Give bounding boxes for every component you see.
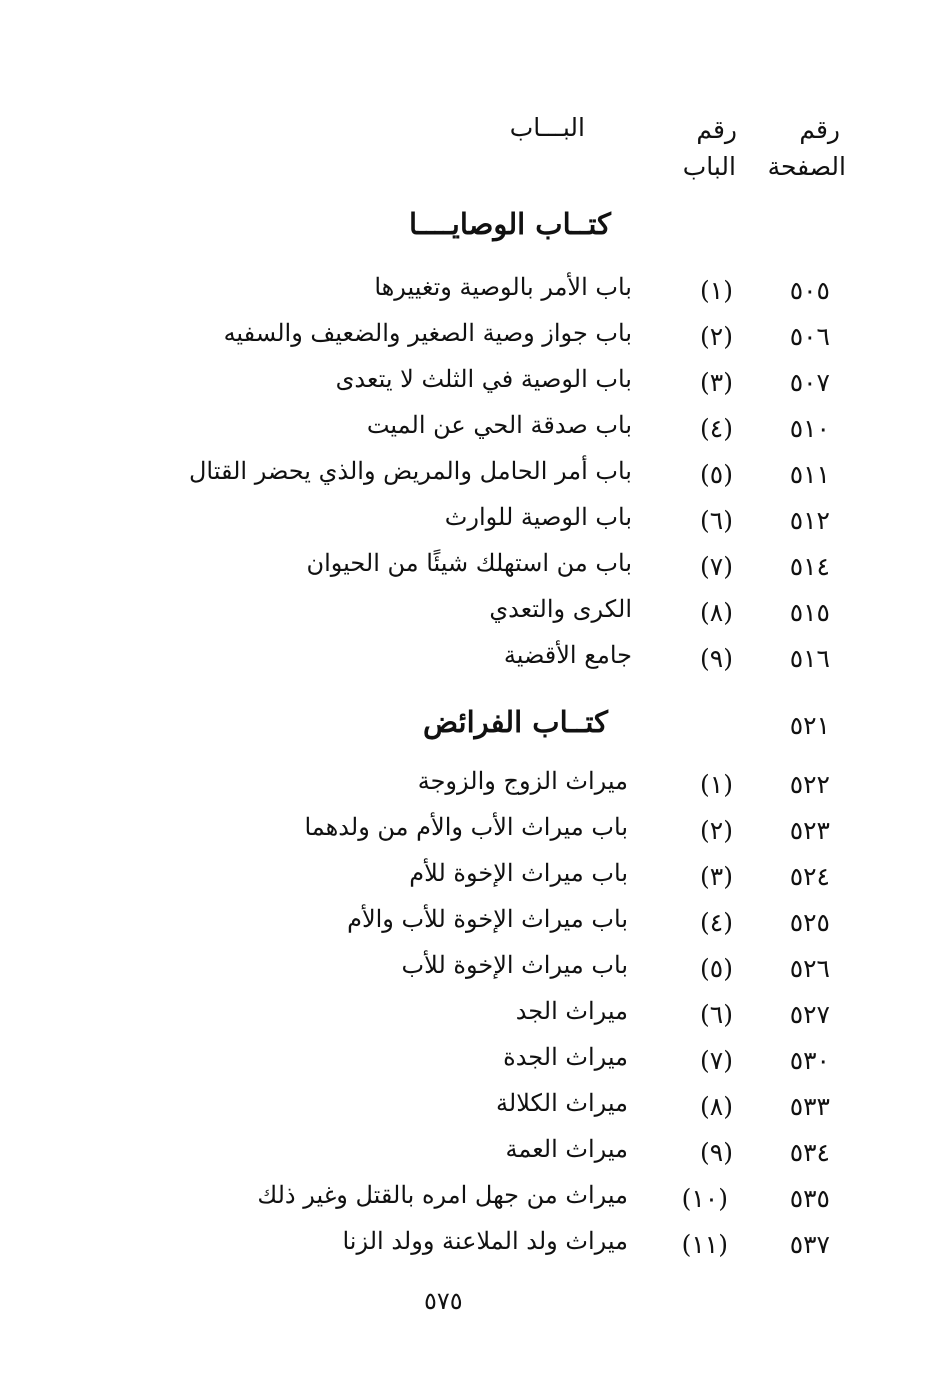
row-chapter-number: (٧) (700, 552, 733, 581)
row-title: باب من استهلك شيئًا من الحيوان (306, 549, 632, 577)
row-title: الكرى والتعدي (489, 595, 632, 623)
row-title: ميراث الجد (515, 997, 628, 1025)
row-title: باب ميراث الأب والأم من ولدهما (304, 813, 628, 841)
row-title: ميراث الكلالة (496, 1089, 628, 1117)
row-page-number: ٥٠٦ (789, 322, 830, 351)
row-chapter-number: (٤) (700, 908, 733, 937)
row-title: جامع الأقضية (503, 641, 632, 669)
row-chapter-number: (٩) (700, 1138, 733, 1167)
row-chapter-number: (١) (700, 770, 733, 799)
row-chapter-number: (٤) (700, 414, 733, 443)
row-page-number: ٥٢٧ (789, 1000, 830, 1029)
row-chapter-number: (٢) (700, 816, 733, 845)
row-page-number: ٥١٦ (789, 644, 830, 673)
row-chapter-number: (٥) (700, 460, 733, 489)
title-column-header: البـــاب (509, 113, 585, 142)
row-title: باب الوصية للوارث (444, 503, 632, 531)
row-chapter-number: (٥) (700, 954, 733, 983)
row-title: باب ميراث الإخوة للأب (401, 951, 628, 979)
row-chapter-number: (٩) (700, 644, 733, 673)
row-page-number: ٥٣٠ (789, 1046, 830, 1075)
row-chapter-number: (٣) (700, 862, 733, 891)
row-page-number: ٥٣٧ (789, 1230, 830, 1259)
row-chapter-number: (٣) (700, 368, 733, 397)
row-page-number: ٥١٤ (789, 552, 830, 581)
row-chapter-number: (٦) (700, 506, 733, 535)
section-title-inheritance: كتــاب الفرائض (422, 705, 608, 739)
row-page-number: ٥١٠ (789, 414, 830, 443)
row-title: ميراث الجدة (503, 1043, 628, 1071)
row-page-number: ٥٢٤ (789, 862, 830, 891)
page-column-header-line1: رقم (799, 115, 840, 144)
row-page-number: ٥٢٢ (789, 770, 830, 799)
section-title-wills: كتــاب الوصايــــا (408, 207, 611, 241)
row-chapter-number: (١٠) (681, 1184, 728, 1213)
section-page-number: ٥٢١ (789, 711, 830, 740)
page-number-footer: ٥٧٥ (424, 1287, 463, 1315)
row-page-number: ٥١١ (789, 460, 830, 489)
row-page-number: ٥٠٧ (789, 368, 830, 397)
row-title: ميراث ولد الملاعنة وولد الزنا (342, 1227, 628, 1255)
row-page-number: ٥٣٤ (789, 1138, 830, 1167)
row-title: باب الوصية في الثلث لا يتعدى (335, 365, 632, 393)
row-title: باب ميراث الإخوة للأم (409, 859, 628, 887)
chapter-column-header-line1: رقم (696, 115, 737, 144)
page-column-header-line2: الصفحة (767, 152, 846, 181)
row-title: باب ميراث الإخوة للأب والأم (347, 905, 628, 933)
row-title: باب صدقة الحي عن الميت (366, 411, 632, 439)
row-page-number: ٥٢٥ (789, 908, 830, 937)
row-chapter-number: (٦) (700, 1000, 733, 1029)
row-chapter-number: (٧) (700, 1046, 733, 1075)
chapter-column-header-line2: الباب (682, 152, 736, 181)
row-page-number: ٥٣٥ (789, 1184, 830, 1213)
row-chapter-number: (٨) (700, 1092, 733, 1121)
row-page-number: ٥١٢ (789, 506, 830, 535)
row-page-number: ٥٢٣ (789, 816, 830, 845)
row-chapter-number: (٨) (700, 598, 733, 627)
row-page-number: ٥٣٣ (789, 1092, 830, 1121)
row-page-number: ٥١٥ (789, 598, 830, 627)
row-title: باب الأمر بالوصية وتغييرها (374, 273, 632, 301)
row-title: ميراث الزوج والزوجة (417, 767, 628, 795)
row-title: ميراث من جهل امره بالقتل وغير ذلك (257, 1181, 628, 1209)
row-title: باب جواز وصية الصغير والضعيف والسفيه (223, 319, 632, 347)
row-page-number: ٥٠٥ (789, 276, 830, 305)
row-page-number: ٥٢٦ (789, 954, 830, 983)
row-title: ميراث العمة (505, 1135, 628, 1163)
row-chapter-number: (١) (700, 276, 733, 305)
row-chapter-number: (٢) (700, 322, 733, 351)
row-title: باب أمر الحامل والمريض والذي يحضر القتال (188, 457, 632, 485)
row-chapter-number: (١١) (681, 1230, 728, 1259)
